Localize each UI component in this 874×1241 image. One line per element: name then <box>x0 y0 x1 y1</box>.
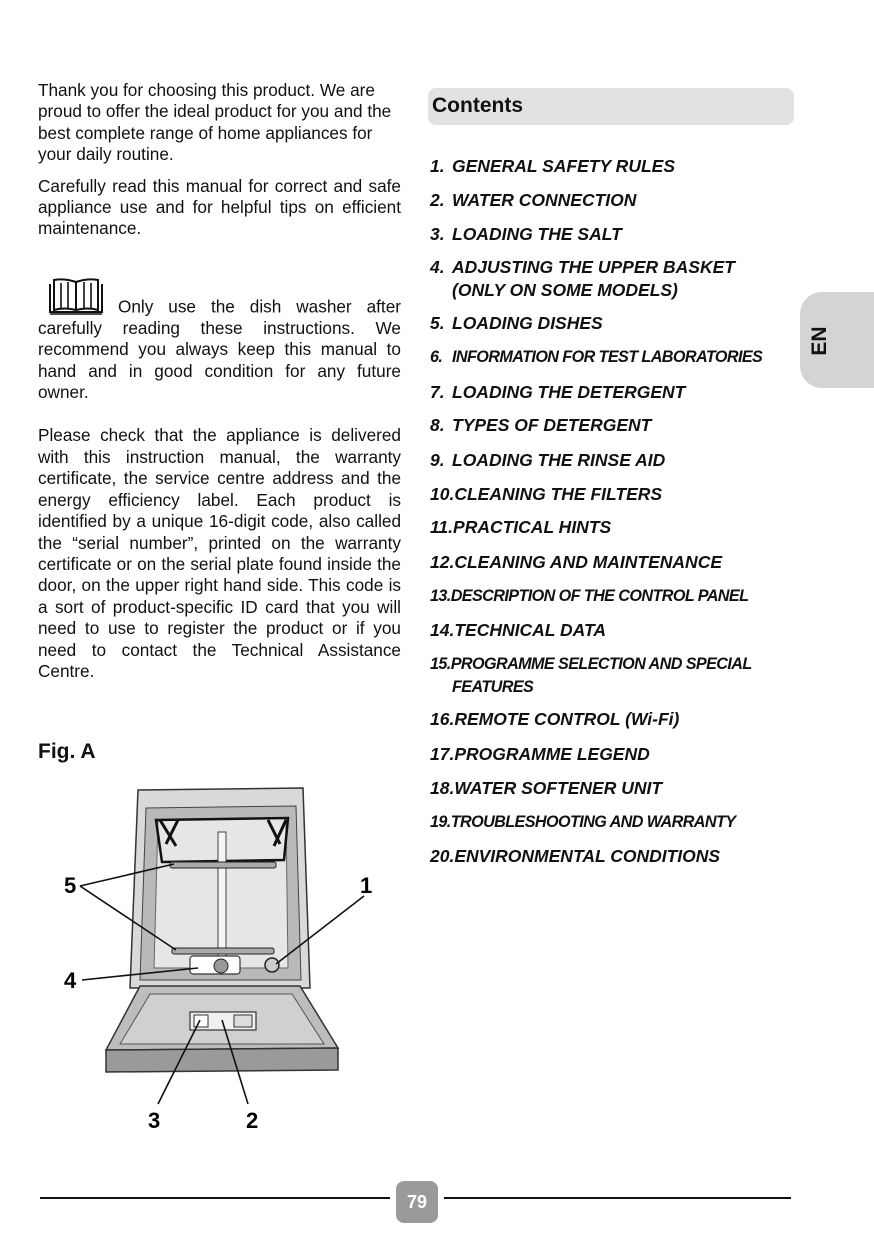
toc-item-11[interactable]: 11.PRACTICAL HINTS <box>430 517 612 537</box>
toc-item-10[interactable]: 10.CLEANING THE FILTERS <box>430 484 663 504</box>
toc-item-6[interactable]: 6. INFORMATION FOR TEST LABORATORIES <box>430 348 763 366</box>
toc-item-16[interactable]: 16.REMOTE CONTROL (Wi-Fi) <box>430 709 680 729</box>
callout-2: 2 <box>246 1108 259 1133</box>
toc-item-8[interactable]: 8. TYPES OF DETERGENT <box>430 415 652 435</box>
contents-title: Contents <box>432 94 523 117</box>
intro-paragraph-thanks: Thank you for choosing this product. We are proud to offer the ideal product for you and the best complete range of home appliances for your daily routine. <box>38 80 392 165</box>
toc-item-7[interactable]: 7. LOADING THE DETERGENT <box>430 382 686 402</box>
dishwasher-figure <box>48 780 388 1140</box>
toc-item-14[interactable]: 14.TECHNICAL DATA <box>430 620 606 640</box>
manual-notice <box>38 276 401 404</box>
page-number: 79 <box>396 1181 438 1223</box>
language-tab-label: EN <box>808 326 831 356</box>
toc-item-2[interactable]: 2. WATER CONNECTION <box>430 190 637 210</box>
toc-item-20[interactable]: 20.ENVIRONMENTAL CONDITIONS <box>430 846 721 866</box>
callout-5: 5 <box>64 873 77 898</box>
footer-divider-right <box>444 1197 791 1199</box>
intro-paragraph-read-manual: Carefully read this manual for correct and safe appliance use and for helpful tips on efficient maintenance. <box>38 175 401 239</box>
callout-3: 3 <box>148 1108 161 1133</box>
contents-header <box>428 88 794 125</box>
callout-1: 1 <box>360 873 373 898</box>
toc-item-13[interactable]: 13.DESCRIPTION OF THE CONTROL PANEL <box>430 587 749 605</box>
intro-paragraph-use-after-reading: Only use the dish washer after carefully reading these instructions. We recommend you always keep this manual to hand and in good condition for any future owner. <box>38 296 401 403</box>
footer-divider-left <box>40 1197 390 1199</box>
toc-item-18[interactable]: 18.WATER SOFTENER UNIT <box>430 778 663 798</box>
toc-item-12[interactable]: 12.CLEANING AND MAINTENANCE <box>430 552 723 572</box>
toc-item-1[interactable]: 1. GENERAL SAFETY RULES <box>430 156 675 176</box>
toc-item-15[interactable]: 15.PROGRAMME SELECTION AND SPECIAL FEATURES <box>430 655 752 696</box>
toc-item-3[interactable]: 3. LOADING THE SALT <box>430 224 622 244</box>
open-book-icon <box>46 276 106 318</box>
callout-4: 4 <box>64 968 77 993</box>
intro-paragraph-serial-number: Please check that the appliance is delivered with this instruction manual, the warranty certificate, the service centre address and the energy efficiency label. Each product is identified by a unique 16-digit code, also called the “serial number”, printed on the warranty certificate or on the serial plate found inside the door, on the upper right hand side. This code is a sort of product-specific ID card that you will need to use to register the product or if you need to contact the Technical Assistance Centre. <box>38 425 401 681</box>
toc-item-19[interactable]: 19.TROUBLESHOOTING AND WARRANTY <box>430 813 736 831</box>
intro-column <box>38 80 401 692</box>
toc-item-9[interactable]: 9. LOADING THE RINSE AID <box>430 450 666 470</box>
figure-title: Fig. A <box>38 740 96 763</box>
toc-item-17[interactable]: 17.PROGRAMME LEGEND <box>430 744 650 764</box>
toc-item-5[interactable]: 5. LOADING DISHES <box>430 313 603 333</box>
toc-item-4[interactable]: 4. ADJUSTING THE UPPER BASKET (ONLY ON SOME MODELS) <box>430 257 735 300</box>
